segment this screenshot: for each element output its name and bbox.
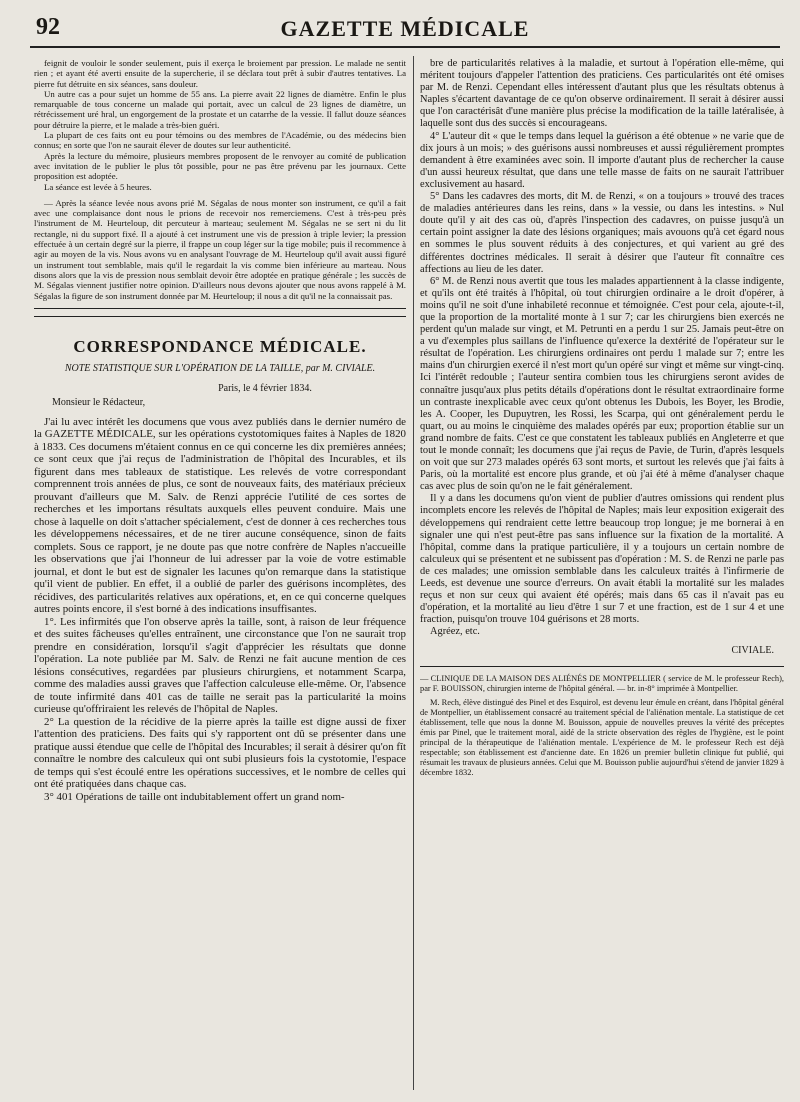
paragraph: 5° Dans les cadavres des morts, dit M. de Renzi, « on a toujours » trouvé des traces de maladies antérieures dans les reins, dans » la vessie, ou dans les intestins. » Nul doute qu'il y ait des cas où, d'après l'inspection des cadavres, on puisse jusqu'à un certain point assigner la date des lésions organiques; mais avouons qu'à cet égard nous en sommes le plus souvent réduits à des conjectures, et qui varient au gré des différentes doctrines médicales. Il serait à désirer que l'auteur fît connaître ces affections au lieu de les dater.: [420, 191, 784, 275]
paragraph: 4° L'auteur dit « que le temps dans lequel la guérison a été obtenue » ne varie que de dix jours à un mois; » des guérisons aussi nombreuses et aussi régulièrement promptes demandent à être examinées avec soin. Il importe d'autant plus de rechercher la cause d'un aussi heureux résultat, que dans une telle masse de faits on ne saurait l'attribuer exclusivement au hasard.: [420, 130, 784, 190]
page-number: 92: [36, 14, 60, 40]
editor-note: — Après la séance levée nous avons prié M. Ségalas de nous monter son instrument, ce qu'il a fait avec une complaisance dont nous le prions de recevoir nos remerciemens. C'est à très-peu près l'instrument de M. Heurteloup, dit percuteur à marteau; seulement M. Ségalas ne se sert ni du lit rectangle, ni du support fixé. Il a ajouté à cet instrument une vis de pression à triple levier; la pression effectuée à un certain degré sur la pierre, il frappe un coup léger sur la tige mobile; puis il recommence à agir au moyen de la vis. Nous avons vu en analysant l'ouvrage de M. Heurteloup qu'il avait aussi figuré un instrument tout semblable, mais qu'il le regardait la vis comme bien inférieure au marteau. Nous disons alors que la vis de pression nous semblait devoir être adoptée en pratique générale ; les succès de M. Ségalas viennent justifier notre opinion. D'ailleurs nous devons ajouter que nous avons rappelé à M. Ségalas la figure de son instrument donnée par M. Heurteloup; il nous a dit qu'il ne la connaissait pas.: [34, 197, 406, 301]
page-header: [30, 14, 780, 48]
paragraph: La séance est levée à 5 heures.: [44, 181, 152, 192]
paragraph: feignit de vouloir le sonder seulement, puis il exerça le broiement par pression. Le malade ne sentit rien ; et ayant été averti ensuite de la supercherie, il se déclara tout prêt à subir d'autres tentatives. La pierre fut détruite en six séances, sans douleur.: [34, 58, 406, 89]
section-rule: [34, 308, 406, 309]
paragraph: 1°. Les infirmités que l'on observe après la taille, sont, à raison de leur fréquence et des suites fâcheuses qu'elles entraînent, une circonstance que l'on ne saurait trop prendre en considération, lorsqu'il s'agit d'apprécier les résultats que donne l'opération. La note publiée par M. Salv. de Renzi ne fait aucune mention de ces lésions consécutives, regardées par plusieurs chirurgiens, et notamment Scarpa, comme des maladies aussi graves que l'affection calculeuse elle-même. Or, l'absence de toute infirmité dans 401 cas de taille ne serait pas la particularité la moins curieuse qu'offriraient les relevés de l'hôpital de Naples.: [34, 615, 406, 716]
paragraph: J'ai lu avec intérêt les documens que vous avez publiés dans le dernier numéro de la GAZETTE MÉDICALE, sur les opérations cystotomiques faites à Naples de 1820 à 1833. Ces documens m'étaient connus en ce qui concerne les dix premières années; ce sont ceux que j'ai reçus de l'administration de l'hôpital des Incurables, et ils figurent dans mes tableaux de statistique. Les relevés de votre correspondant comprennent trois années de plus, ce sont de nouveaux faits, des matériaux précieux prouvant d'ailleurs que M. Salv. de Renzi apprécie l'utilité de ces sortes de recherches et les importans résultats auxquels elles peuvent conduire. Mais une chose à laquelle on doit s'attacher spécialement, c'est de donner à ces recherches tous les développemens nécessaires, et de ne tirer aucune conséquence, sinon de faits complets. Sous ce rapport, je ne doute pas que notre confrère de Naples n'accueille les observations que j'ai l'honneur de lui adresser par la voie de votre estimable journal, et dont le but est de signaler les lacunes qu'on remarque dans la statistique qu'il vient de publier. En effet, il a oublié de parler des guérisons incomplètes, des récidives, des particularités relatives aux opérations, et, en ce qui concerne quelques autres points encore, il s'est borné à des indications insuffisantes.: [34, 415, 406, 616]
right-column: [420, 58, 784, 1088]
column-divider: [413, 56, 414, 1090]
section-title: CORRESPONDANCE MÉDICALE.: [73, 336, 367, 356]
paragraph: Après la lecture du mémoire, plusieurs membres proposent de le renvoyer au comité de publication avec invitation de le publier le plus tôt possible, pour ne pas être prévenu par les journaux. Cette proposition est adoptée.: [34, 150, 406, 182]
paragraph: M. Rech, élève distingué des Pinel et des Esquirol, est devenu leur émule en créant, dans l'hôpital général de Montpellier, un établissement consacré au traitement spécial de l'aliénation mentale. La statistique de cet établissement, telle que nous la donne M. Bouisson, appuie de nouvelles preuves la vérité des préceptes émis par Pinel, que le traitement moral, aidé de la stricte observation des règles de l'hygiène, est le point principal de la thérapeutique de l'aliénation mentale. L'expérience de M. le professeur Rech est déjà respectable; son établissement est d'ancienne date. En 1826 un premier bulletin clinique fut publié, qui résumait les travaux de plusieurs années. Celui que M. Bouisson publie aujourd'hui s'étend de janvier 1829 à décembre 1832.: [420, 697, 784, 777]
clinic-heading: — CLINIQUE DE LA MAISON DES ALIÉNÉS DE MONTPELLIER ( service de M. le professeur Rech), par F. BOUISSON, chirurgien interne de l'hôpital général. — br. in-8° imprimée à Montpellier.: [420, 673, 784, 693]
left-column: [34, 58, 406, 1088]
paragraph: Un autre cas a pour sujet un homme de 55 ans. La pierre avait 22 lignes de diamètre. Enfin le plus remarquable de tous concerne un malade qui portait, avec un calcul de 23 lignes de diamètre, un rétrécissement uré hral, un engorgement de la prostate et un catarrhe de la vessie. Il fallut douze séances pour détruire la pierre, et le malade a très-bien guéri.: [34, 88, 406, 130]
paragraph: Il y a dans les documens qu'on vient de publier d'autres omissions qui rendent plus incomplets encore les relevés de l'hôpital de Naples; mais leur exposition exigerait des développemens qui rendraient cette lettre beaucoup trop longue; je me bornerai à en signaler une qui n'est peut-être pas sans influence sur la fixation de la mortalité. A l'hôpital, comme dans la pratique particulière, il y a toujours un certain nombre de calculeux qui se présentent et ne subissent pas d'opération : M. S. de Renzi ne parle pas de ces malades; une omission semblable dans les calculeux traités à l'infirmerie de Leeds, est devenue une source d'erreurs. On avait établi la mortalité sur les malades reçus et non sur ceux qui avaient été opérés; mais dans 65 cas il n'avait pas eu d'opération, et la mortalité au lieu d'être 1 sur 7 et une fraction, est de 1 sur 4 et une fraction, puisqu'on trouve 104 guérisons et 28 morts.: [420, 493, 784, 626]
section-rule: [420, 666, 784, 667]
paragraph: bre de particularités relatives à la maladie, et surtout à l'opération elle-même, qui méritent toujours d'appeler l'attention des praticiens. Ces particularités ont été omises par M. de Renzi. Cependant elles intéressent d'autant plus que les résultats obtenus à Naples s'écartent davantage de ce qu'on observe ordinairement. Il serait à désirer aussi que l'on caractérisât d'une manière plus précise la modification de la taille latéralisée, à laquelle sont dus des succès si encourageans.: [420, 58, 784, 130]
publication-title: GAZETTE MÉDICALE: [280, 16, 530, 41]
closing: Agréez, etc.: [430, 626, 480, 638]
paragraph: 3° 401 Opérations de taille ont indubitablement offert un grand nom-: [44, 790, 345, 803]
paragraph: 2° La question de la récidive de la pierre après la taille est digne aussi de fixer l'attention des praticiens. Des faits qui s'y rapportent ont dû se présenter dans une pratique aussi étendue que celle de l'hôpital des Incurables; il serait à désirer qu'on fît connaître le nombre des calculeux qui ont subi plusieurs fois la cystotomie, l'espace de temps qui s'est écoulé entre les opérations successives, et le nombre de celles qui ont été pratiquées dans chaque cas.: [34, 715, 406, 791]
date-line: Paris, le 4 février 1834.: [218, 382, 312, 394]
paragraph: 6° M. de Renzi nous avertit que tous les malades appartiennent à la classe indigente, et qu'ils ont été traités à l'hôpital, où tout chirurgien ordinaire a le droit d'opérer, à moins qu'il ne soit d'une inhabileté reconnue et témoignée. C'est pour cela, ajoute-t-il, que la proportion de la mortalité monte à 1 sur 7; car les chirurgiens bien exercés ne perdent qu'un malade sur vingt, et M. Petrunti en a perdu 1 sur 25. Jamais peut-être on a vu d'exemples plus saillans de l'influence qu'exerce la dextérité de l'opérateur sur le résultat de l'opération. Les chirurgiens ordinaires ont perdu 1 malade sur 7; entre les mains d'un chirurgien exercé il n'est mort qu'un opéré sur vingt et même sur vingt-cinq. Ici l'intérêt redouble ; l'auteur sentira combien tous les chirurgiens seront avides de connaître jusqu'aux plus petits détails d'opérations dont le résultat extraordinaire forme un contraste inexplicable avec ceux qu'ont obtenus les Dubois, les Boyer, les Brodie, les A. Cooper, les Dupuytren, les Rossi, les Scarpa, qui ont généralement perdu le quart, ou au moins le cinquième des malades opérés par eux; proportion établie sur un grand nombre de faits. C'est ce que constatent les tableaux publiés en Angleterre et que tout le monde connaît; les documens que j'ai reçus de Pavie, de Turin, d'après lesquels on voit que sur 273 malades opérés 63 sont morts, et surtout les relevés que j'ai faits à Paris, où la mortalité est encore plus grande, et où j'ai été à même d'analyser chaque cas avec plus de soin qu'on ne le fait généralement.: [420, 275, 784, 493]
signature: CIVIALE.: [731, 644, 774, 656]
section-rule: [34, 316, 406, 317]
salutation: Monsieur le Rédacteur,: [52, 396, 146, 408]
paragraph: La plupart de ces faits ont eu pour témoins ou des membres de l'Académie, ou des médecins bien connus; en sorte que l'on ne saurait élever de doutes sur leur authenticité.: [34, 130, 406, 151]
article-title: NOTE STATISTIQUE SUR L'OPÉRATION DE LA TAILLE, par M. CIVIALE.: [64, 362, 376, 374]
